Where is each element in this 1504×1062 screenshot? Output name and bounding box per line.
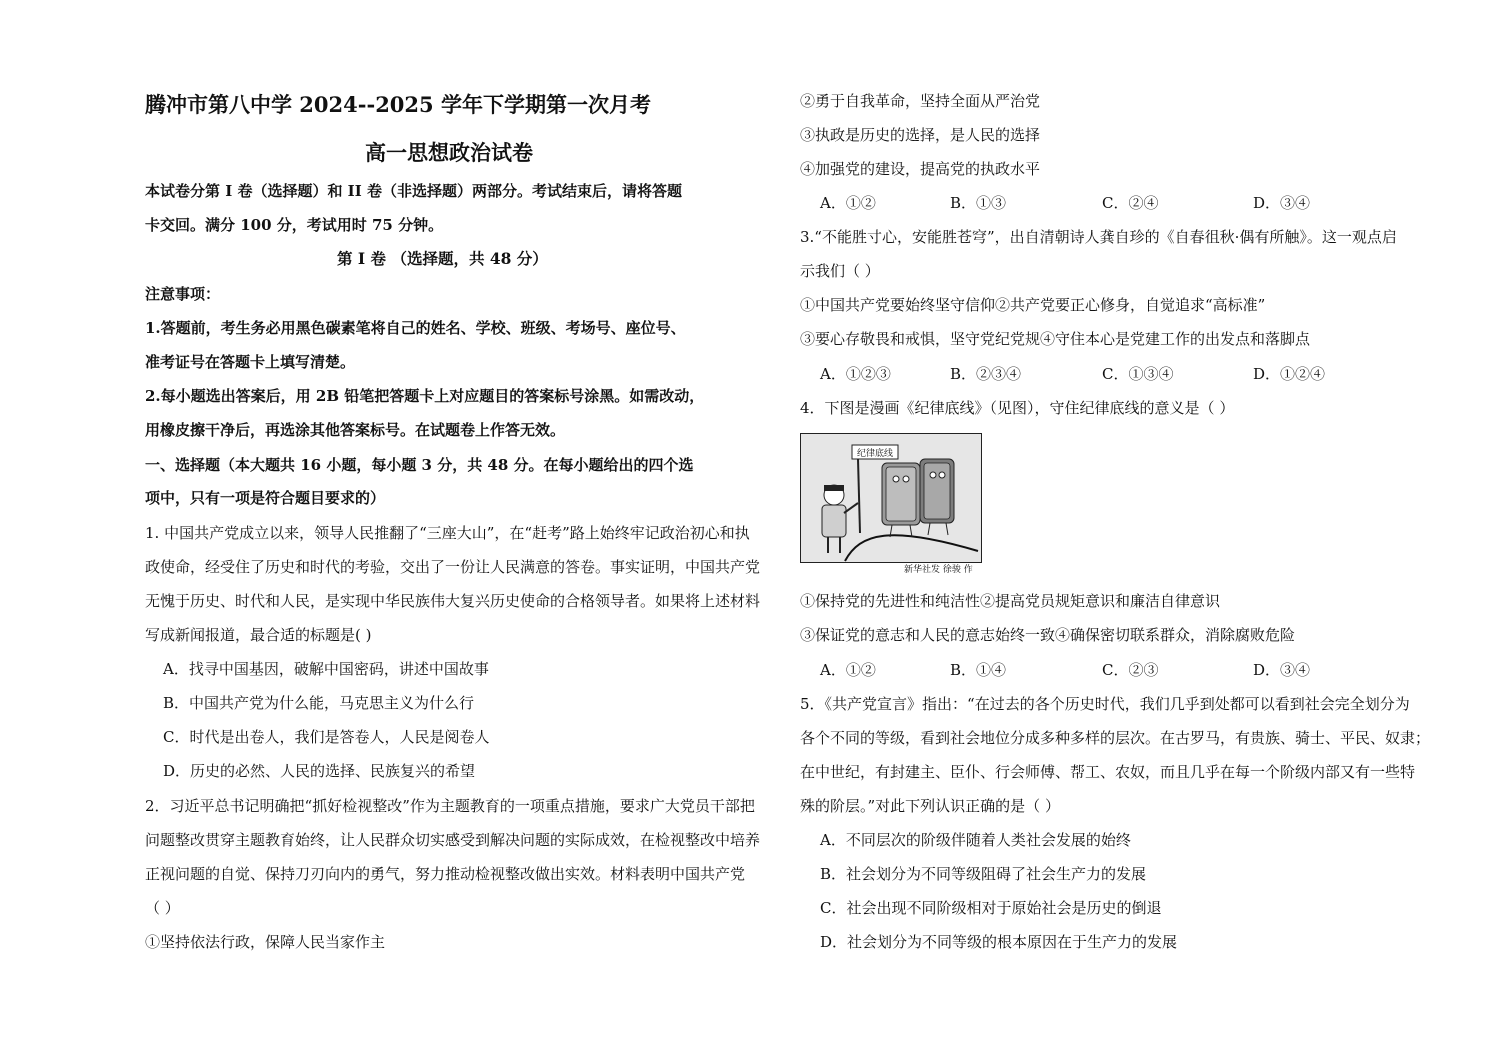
q2-option-a: A．①② xyxy=(820,194,876,212)
q2-option-b: B．①③ xyxy=(950,194,1007,212)
q4-option-a: A．①② xyxy=(820,661,876,679)
intro-line: 本试卷分第 I 卷（选择题）和 II 卷（非选择题）两部分。考试结束后，请将答题 xyxy=(145,182,682,200)
notice-line: 1.答题前，考生务必用黑色碳素笔将自己的姓名、学校、班级、考场号、座位号、 xyxy=(145,319,686,337)
q2-item: ④加强党的建设，提高党的执政水平 xyxy=(800,160,1041,178)
q3-stem: 示我们（ ） xyxy=(800,262,880,280)
q1-stem: 政使命，经受住了历史和时代的考验，交出了一份让人民满意的答卷。事实证明，中国共产党 xyxy=(145,558,761,576)
q5-stem: 5．《共产党宣言》指出：“在过去的各个历史时代，我们几乎到处都可以看到社会完全划分为 xyxy=(800,695,1410,713)
notice-line: 2.每小题选出答案后，用 2B 铅笔把答题卡上对应题目的答案标号涂黑。如需改动， xyxy=(145,387,705,405)
q2-stem: 问题整改贯穿主题教育始终，让人民群众切实感受到解决问题的实际成效，在检视整改中培养 xyxy=(145,831,761,849)
q4-item: ①保持党的先进性和纯洁性②提高党员规矩意识和廉洁自律意识 xyxy=(800,592,1221,610)
part-title: 项中，只有一项是符合题目要求的） xyxy=(145,489,386,507)
q1-stem: 1. 中国共产党成立以来，领导人民推翻了“三座大山”，在“赶考”路上始终牢记政治初心和执 xyxy=(145,524,750,542)
intro-line: 卡交回。满分 100 分，考试用时 75 分钟。 xyxy=(145,216,444,234)
q5-option-c: C．社会出现不同阶级相对于原始社会是历史的倒退 xyxy=(820,899,1162,917)
q3-option-d: D．①②④ xyxy=(1253,365,1326,383)
q1-stem: 写成新闻报道，最合适的标题是( ) xyxy=(145,626,372,644)
cartoon-credit: 新华社发 徐骏 作 xyxy=(904,565,973,575)
q2-option-c: C．②④ xyxy=(1102,194,1159,212)
q5-option-a: A．不同层次的阶级伴随着人类社会发展的始终 xyxy=(820,831,1131,849)
notice-title: 注意事项： xyxy=(145,285,221,303)
q5-stem: 各个不同的等级，看到社会地位分成多种多样的层次。在古罗马，有贵族、骑士、平民、奴隶； xyxy=(800,729,1431,747)
q1-option-b: B．中国共产党为什么能，马克思主义为什么行 xyxy=(163,694,475,712)
q3-item: ①中国共产党要始终坚守信仰②共产党要正心修身，自觉追求“高标准” xyxy=(800,296,1266,314)
cartoon-image xyxy=(800,433,982,575)
q5-stem: 殊的阶层。”对此下列认识正确的是（ ） xyxy=(800,797,1060,815)
q4-option-c: C．②③ xyxy=(1102,661,1159,679)
q1-stem: 无愧于历史、时代和人民，是实现中华民族伟大复兴历史使命的合格领导者。如果将上述材料 xyxy=(145,592,761,610)
q1-option-a: A．找寻中国基因，破解中国密码，讲述中国故事 xyxy=(163,660,489,678)
q1-option-c: C．时代是出卷人，我们是答卷人，人民是阅卷人 xyxy=(163,728,490,746)
q1-option-d: D．历史的必然、人民的选择、民族复兴的希望 xyxy=(163,762,476,780)
q2-item: ③执政是历史的选择，是人民的选择 xyxy=(800,126,1041,144)
q3-item: ③要心存敬畏和戒惧，坚守党纪党规④守住本心是党建工作的出发点和落脚点 xyxy=(800,330,1311,348)
q5-stem: 在中世纪，有封建主、臣仆、行会师傅、帮工、农奴，而且几乎在每一个阶级内部又有一些特 xyxy=(800,763,1416,781)
q2-stem: （ ） xyxy=(145,899,180,917)
discipline-cartoon xyxy=(800,433,982,575)
q2-item: ①坚持依法行政，保障人民当家作主 xyxy=(145,933,386,951)
q2-stem: 正视问题的自觉、保持刀刃向内的勇气，努力推动检视整改做出实效。材料表明中国共产党 xyxy=(145,865,746,883)
q3-option-c: C．①③④ xyxy=(1102,365,1174,383)
q4-option-b: B．①④ xyxy=(950,661,1007,679)
q5-option-d: D．社会划分为不同等级的根本原因在于生产力的发展 xyxy=(820,933,1178,951)
section-heading: 第 I 卷 （选择题，共 48 分） xyxy=(337,249,548,268)
q5-option-b: B．社会划分为不同等级阻碍了社会生产力的发展 xyxy=(820,865,1147,883)
part-title: 一、选择题（本大题共 16 小题，每小题 3 分，共 48 分。在每小题给出的四个选 xyxy=(145,456,694,474)
exam-subtitle: 高一思想政治试卷 xyxy=(365,140,533,165)
exam-title: 腾冲市第八中学 2024--2025 学年下学期第一次月考 xyxy=(145,92,651,117)
q2-option-d: D．③④ xyxy=(1253,194,1311,212)
q2-item: ②勇于自我革命，坚持全面从严治党 xyxy=(800,92,1041,110)
q4-option-d: D．③④ xyxy=(1253,661,1311,679)
cartoon-sign-text: 纪律底线 xyxy=(856,449,894,459)
notice-line: 准考证号在答题卡上填写清楚。 xyxy=(145,353,356,371)
q4-stem: 4．下图是漫画《纪律底线》（见图），守住纪律底线的意义是（ ） xyxy=(800,399,1235,417)
notice-line: 用橡皮擦干净后，再选涂其他答案标号。在试题卷上作答无效。 xyxy=(145,421,566,439)
q3-option-b: B．②③④ xyxy=(950,365,1022,383)
q4-item: ③保证党的意志和人民的意志始终一致④确保密切联系群众，消除腐败危险 xyxy=(800,626,1296,644)
q3-option-a: A．①②③ xyxy=(820,365,891,383)
q3-stem: 3.“不能胜寸心，安能胜苍穹”，出自清朝诗人龚自珍的《自春徂秋·偶有所触》。这一观点启 xyxy=(800,228,1397,246)
q2-stem: 2．习近平总书记明确把“抓好检视整改”作为主题教育的一项重点措施，要求广大党员干部把 xyxy=(145,797,755,815)
